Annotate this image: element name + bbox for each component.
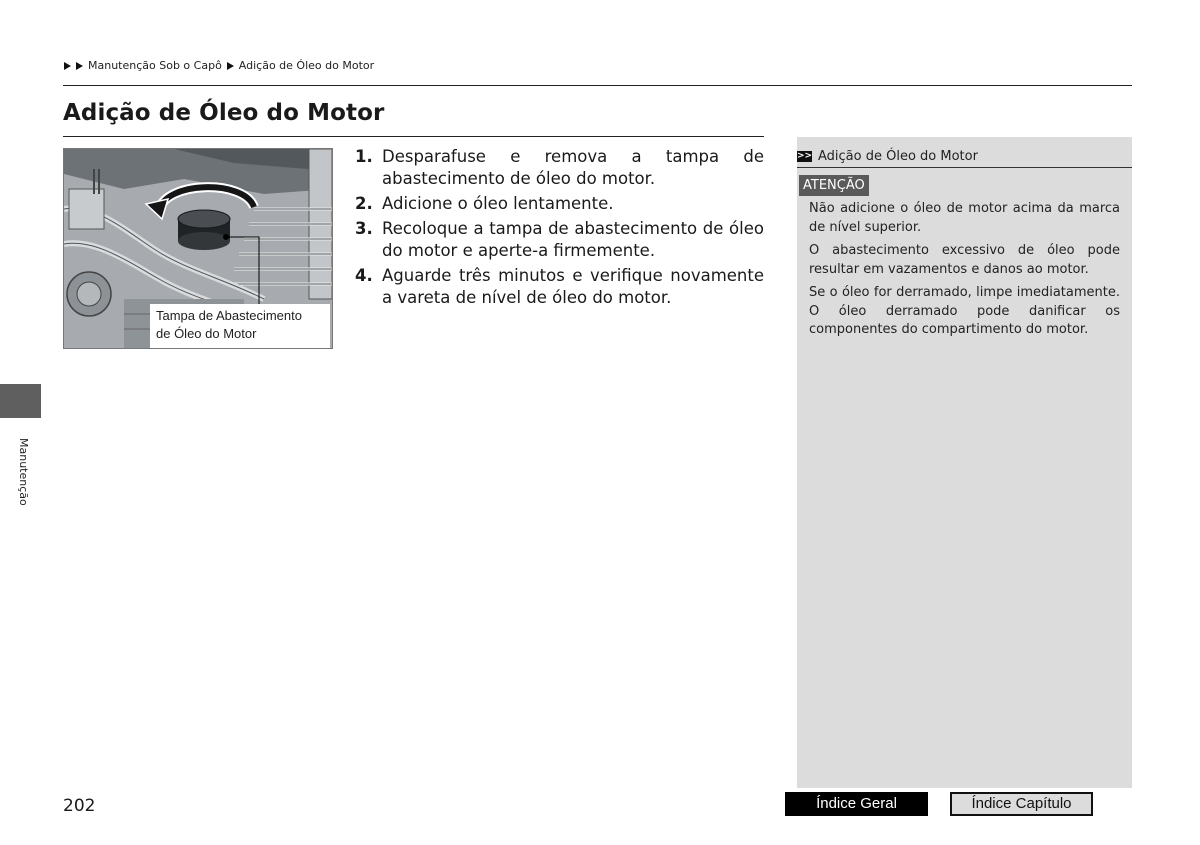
sidebar-divider — [797, 167, 1132, 168]
page-number: 202 — [63, 796, 96, 816]
chapter-tab[interactable] — [0, 384, 41, 418]
breadcrumb-page: Adição de Óleo do Motor — [238, 59, 375, 72]
breadcrumb-section[interactable]: Manutenção Sob o Capô — [88, 59, 222, 72]
caution-badge: ATENÇÃO — [799, 175, 869, 196]
instruction-steps — [355, 146, 764, 312]
figure-caption-line: de Óleo do Motor — [156, 326, 257, 341]
engine-illustration — [63, 148, 333, 349]
header-divider — [63, 85, 1132, 86]
figure-caption — [150, 304, 330, 348]
breadcrumb — [64, 59, 374, 72]
step-item — [355, 218, 764, 262]
caution-paragraph: Não adicione o óleo de motor acima da marca de nível superior. — [809, 201, 1120, 235]
sidebar-body — [809, 200, 1120, 345]
triangle-icon — [227, 62, 234, 70]
title-divider — [63, 136, 764, 137]
step-number: 1. — [355, 147, 373, 166]
figure-caption-line: Tampa de Abastecimento — [156, 308, 302, 323]
triangle-icon — [76, 62, 83, 70]
sidebar-heading-text: Adição de Óleo do Motor — [818, 149, 978, 164]
general-index-button[interactable]: Índice Geral — [785, 792, 928, 816]
step-number: 4. — [355, 266, 373, 285]
notes-sidebar — [797, 137, 1132, 788]
page-title: Adição de Óleo do Motor — [63, 100, 385, 126]
step-item — [355, 193, 764, 215]
step-item — [355, 146, 764, 190]
step-text: Recoloque a tampa de abastecimento de óleo do motor e aperte-a firmemente. — [382, 219, 764, 260]
chapter-label: Manutenção — [17, 438, 30, 506]
step-number: 2. — [355, 194, 373, 213]
chapter-index-button[interactable]: Índice Capítulo — [950, 792, 1093, 816]
caution-paragraph: Se o óleo for derramado, limpe imediatamente. O óleo derramado pode danificar os componentes do compartimento do motor. — [809, 285, 1120, 337]
step-text: Aguarde três minutos e verifique novamente a vareta de nível de óleo do motor. — [382, 266, 764, 307]
step-text: Desparafuse e remova a tampa de abastecimento de óleo do motor. — [382, 147, 764, 188]
sidebar-heading — [797, 149, 978, 164]
step-item — [355, 265, 764, 309]
step-number: 3. — [355, 219, 373, 238]
double-chevron-icon: >> — [797, 151, 813, 161]
caution-paragraph: O abastecimento excessivo de óleo pode resultar em vazamentos e danos ao motor. — [809, 243, 1120, 277]
triangle-icon — [64, 62, 71, 70]
step-text: Adicione o óleo lentamente. — [382, 194, 614, 213]
